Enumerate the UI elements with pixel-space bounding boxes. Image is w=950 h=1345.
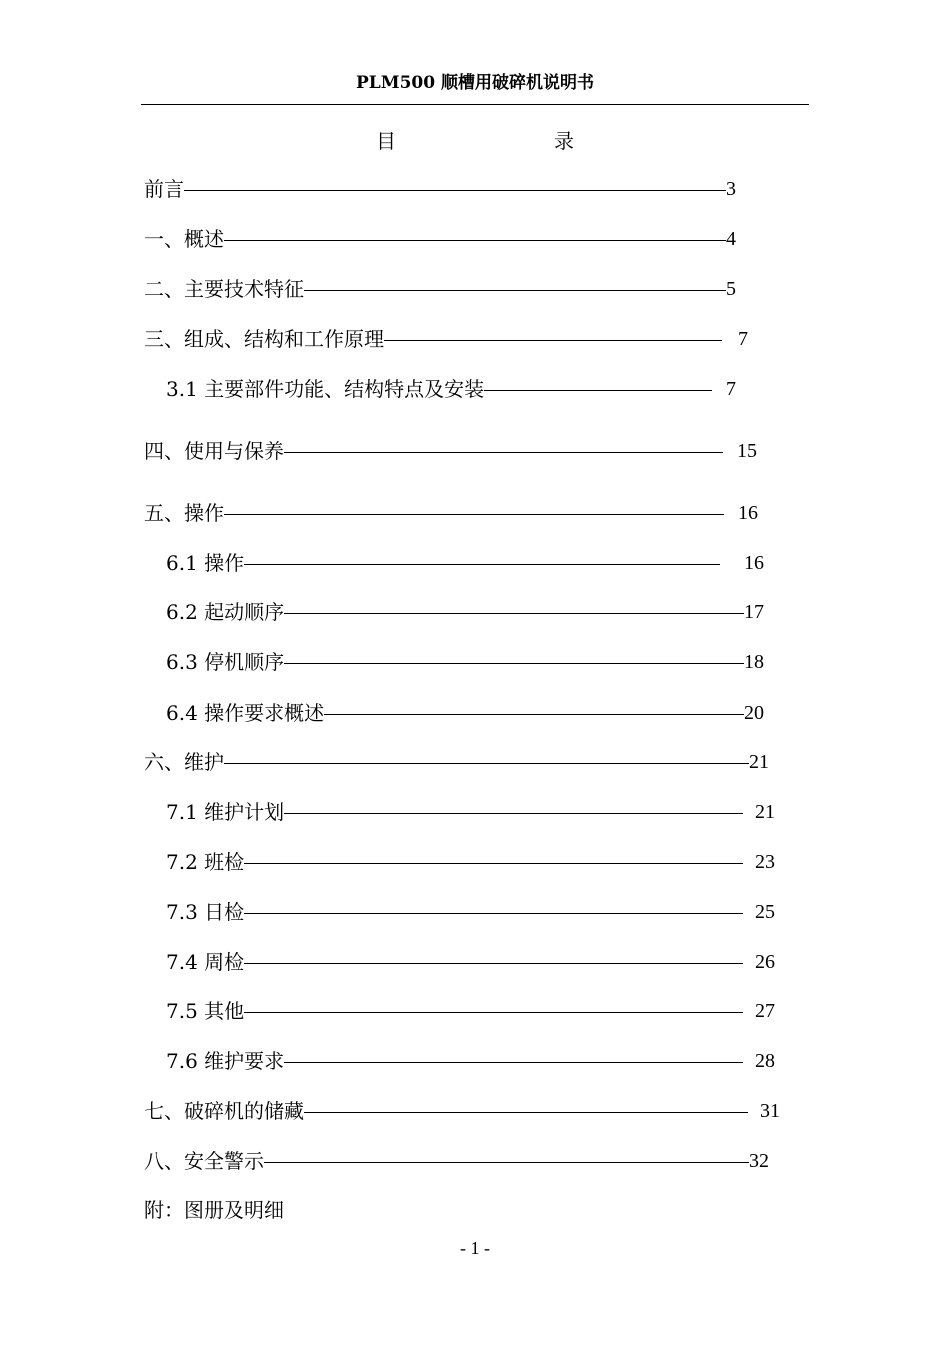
toc-leader-line: [384, 340, 722, 341]
toc-entry-title: 7.5 其他: [166, 999, 245, 1023]
toc-entry-page: 17: [744, 601, 764, 623]
toc-entry-title: 八、安全警示: [144, 1149, 264, 1173]
appendix-entry[interactable]: 附：图册及明细: [144, 1198, 284, 1222]
toc-entry[interactable]: [144, 748, 769, 776]
toc-heading-right: 录: [554, 129, 574, 153]
toc-leader-line: [284, 452, 723, 453]
toc-entry-page: 16: [744, 552, 764, 574]
toc-leader-line: [284, 813, 743, 814]
toc-entry[interactable]: [166, 375, 736, 403]
toc-entry-title: 三、组成、结构和工作原理: [144, 327, 384, 351]
toc-entry-title: 6.3 停机顺序: [166, 650, 285, 674]
toc-entry-title: 6.4 操作要求概述: [166, 701, 325, 725]
toc-entry-title: 3.1 主要部件功能、结构特点及安装: [166, 377, 485, 401]
toc-entry[interactable]: [166, 997, 775, 1025]
toc-entry-title: 四、使用与保养: [144, 439, 284, 463]
toc-entry-title: 6.2 起动顺序: [166, 600, 285, 624]
toc-leader-line: [244, 564, 720, 565]
toc-entry-page: 4: [726, 228, 736, 250]
toc-entry[interactable]: [166, 1047, 775, 1075]
toc-entry[interactable]: [144, 437, 757, 465]
toc-leader-line: [284, 663, 744, 664]
toc-entry[interactable]: [166, 648, 764, 676]
toc-entry[interactable]: [166, 848, 775, 876]
toc-leader-line: [484, 390, 712, 391]
toc-entry-page: 26: [755, 951, 775, 973]
toc-entry-title: 五、操作: [144, 501, 224, 525]
toc-entry-title: 6.1 操作: [166, 551, 245, 575]
toc-entry-page: 5: [726, 278, 736, 300]
toc-entry[interactable]: [166, 898, 775, 926]
toc-entry[interactable]: [144, 325, 748, 353]
toc-leader-line: [284, 1062, 743, 1063]
toc-entry[interactable]: [166, 948, 775, 976]
toc-leader-line: [244, 963, 743, 964]
toc-entry[interactable]: [166, 598, 764, 626]
toc-entry[interactable]: [144, 225, 736, 253]
toc-entry-page: 25: [755, 901, 775, 923]
toc-leader-line: [244, 913, 743, 914]
toc-entry-title: 六、维护: [144, 750, 224, 774]
toc-entry-page: 16: [738, 502, 758, 524]
toc-entry-page: 21: [749, 751, 769, 773]
toc-leader-line: [304, 1112, 748, 1113]
toc-entry-page: 20: [744, 702, 764, 724]
toc-entry-title: 7.6 维护要求: [166, 1049, 285, 1073]
toc-entry-page: 31: [760, 1100, 780, 1122]
toc-leader-line: [304, 290, 726, 291]
toc-entry[interactable]: [144, 1097, 780, 1125]
toc-entry[interactable]: [144, 175, 736, 203]
toc-leader-line: [224, 240, 726, 241]
toc-leader-line: [244, 863, 743, 864]
toc-entry-page: 3: [726, 178, 736, 200]
toc-heading: [0, 125, 950, 155]
toc-leader-line: [184, 190, 726, 191]
toc-entry-title: 7.3 日检: [166, 900, 245, 924]
page-number: - 1 -: [460, 1238, 490, 1258]
toc-entry[interactable]: [144, 275, 736, 303]
document-title: PLM500 顺槽用破碎机说明书: [356, 73, 594, 93]
header-divider: [141, 104, 809, 105]
toc-entry-page: 32: [749, 1150, 769, 1172]
toc-entry-page: 27: [755, 1000, 775, 1022]
toc-entry-page: 15: [737, 440, 757, 462]
toc-entry[interactable]: [144, 499, 758, 527]
toc-entry-title: 7.4 周检: [166, 950, 245, 974]
toc-entry-title: 7.1 维护计划: [166, 800, 285, 824]
toc-entry[interactable]: [144, 1147, 769, 1175]
toc-entry-title: 7.2 班检: [166, 850, 245, 874]
toc-leader-line: [224, 763, 749, 764]
toc-entry-page: 28: [755, 1050, 775, 1072]
toc-entry[interactable]: [166, 549, 764, 577]
toc-entry[interactable]: [166, 699, 764, 727]
toc-entry[interactable]: [166, 798, 775, 826]
toc-entry-page: 23: [755, 851, 775, 873]
toc-entry-page: 7: [726, 378, 736, 400]
toc-entry-page: 18: [744, 651, 764, 673]
toc-entry-title: 一、概述: [144, 227, 224, 251]
toc-leader-line: [324, 714, 744, 715]
toc-leader-line: [264, 1162, 749, 1163]
toc-entry-title: 七、破碎机的储藏: [144, 1099, 304, 1123]
toc-entry-title: 二、主要技术特征: [144, 277, 304, 301]
toc-entry-page: 21: [755, 801, 775, 823]
toc-entry-title: 前言: [144, 177, 184, 201]
toc-entry-page: 7: [738, 328, 748, 350]
toc-heading-left: 目: [376, 129, 396, 153]
toc-leader-line: [224, 514, 724, 515]
toc-leader-line: [244, 1012, 743, 1013]
toc-leader-line: [284, 613, 744, 614]
